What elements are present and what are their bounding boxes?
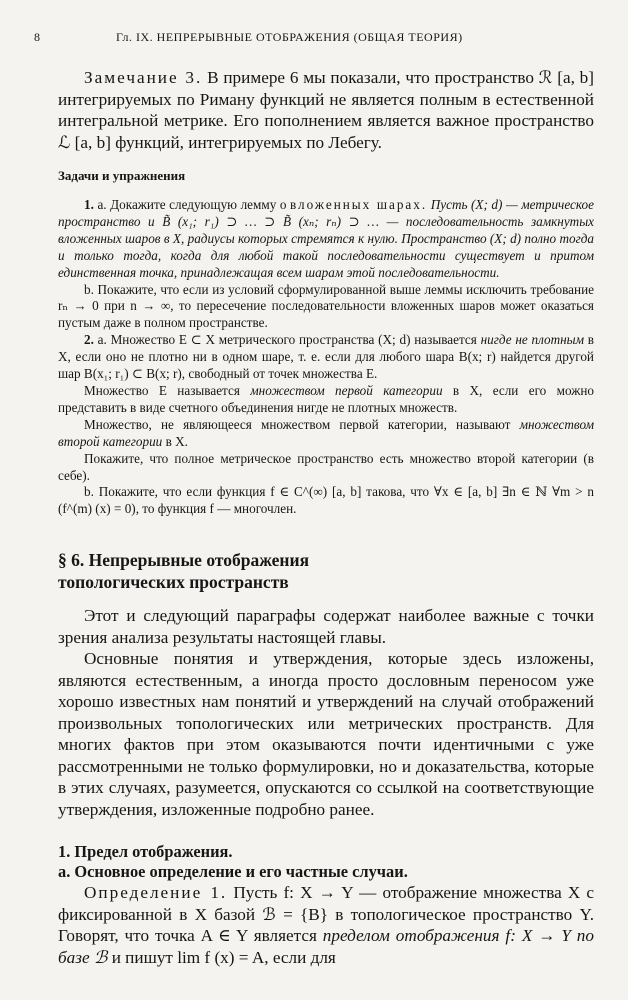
task-2b: b. Покажите, что если функция f ∈ C^(∞) [a, b] такова, что ∀x ∈ [a, b] ∃n ∈ ℕ ∀m > n (f^(m) (x) = 0), то функция f — многочлен. xyxy=(58,484,594,517)
task-2a-part1: а. Множество E ⊂ X метрического пространства (X; d) называется xyxy=(93,332,481,348)
section-6-title xyxy=(58,549,594,593)
task-2a-part2: в X, если оно не плотно ни в одном шаре, т. е. если для любого шара B(x; r) найдется другой шар B(x₁; r₁) ⊂ B(x; r), свободный от точек множества E. xyxy=(58,332,595,382)
task-1-number: 1. xyxy=(84,197,94,212)
task-2c-term: множеством второй категории xyxy=(58,416,594,449)
page-number: 8 xyxy=(34,30,40,44)
intro-paragraph-1: Этот и следующий параграфы содержат наиболее важные с точки зрения анализа результаты настоящей главы. xyxy=(58,606,594,647)
task-1a-term: вложенных шарах. xyxy=(290,197,428,212)
remark-text: В примере 6 мы показали, что пространство ℛ [a, b] интегрируемых по Риману функций не является полным в естественной интегральной метрике. Его пополнением является важное пространство ℒ [a, b] функций, интегрируемых по Лебегу. xyxy=(58,68,594,152)
task-1a-statement: Пусть (X; d) — метрическое пространство и B̃ (x₁; r₁) ⊃ … ⊃ B̃ (xₙ; rₙ) ⊃ … — последовательность замкнутых вложенных шаров в X, радиусы которых стремятся к нулю. Пространство (X; d) полно тогда и только тогда, когда для любой такой последовательности существует и притом единственная точка, принадлежащая всем шарам этой последовательности. xyxy=(58,197,594,280)
task-2-first-category xyxy=(58,383,594,417)
tasks-list xyxy=(58,197,594,518)
task-2b-part1: Множество E называется xyxy=(84,382,251,398)
task-2-second-category xyxy=(58,417,594,451)
definition-text-2: и пишут lim f (x) = A, если для xyxy=(107,947,336,967)
task-2-number: 2. xyxy=(84,332,94,348)
intro-paragraph-2: Основные понятия и утверждения, которые здесь изложены, являются естественным, а иногда просто дословным переносом уже хорошо известных нам понятий и утверждений на случай отображений произвольных топологических или метрических пространств. Для многих фактов при этом оказываются почти идентичными с уже рассмотренными не только формулировки, но и доказательства, которые в этих случаях, разумеется, опускаются со ссылкой на соответствующие утверждения, изложенные подробно ранее. xyxy=(58,649,594,819)
section-title-line-2: топологических пространств xyxy=(58,572,289,592)
task-1a-intro: а. Докажите следующую лемму о xyxy=(93,197,290,212)
tasks-heading: Задачи и упражнения xyxy=(58,168,186,183)
task-2b-term: множеством первой категории xyxy=(250,382,443,398)
remark-3 xyxy=(58,67,594,153)
section-title-line-1: § 6. Непрерывные отображения xyxy=(58,550,310,570)
running-header xyxy=(34,30,588,48)
task-1b: b. Покажите, что если из условий сформулированной выше леммы исключить требование rₙ → 0 при n → ∞, то пересечение последовательности вложенных шаров может оказаться пустым даже в полном пространстве. xyxy=(58,281,594,331)
task-2a-term: нигде не плотным xyxy=(480,332,585,348)
definition-1 xyxy=(58,882,594,968)
definition-term: пределом отображения f: X → Y по базе ℬ xyxy=(58,926,594,967)
task-2c-part2: в X. xyxy=(162,433,188,449)
task-1a xyxy=(58,197,594,282)
section-intro xyxy=(58,605,594,820)
subsection-1-title: 1. Предел отображения. xyxy=(58,842,233,861)
definition-label: Определение 1. xyxy=(84,883,228,902)
subsection-1a-title: а. Основное определение и его частные случаи. xyxy=(58,862,408,881)
task-2c-part1: Множество, не являющееся множеством первой категории, называют xyxy=(84,416,520,432)
definition-text-1: Пусть f: X → Y — отображение множества X с фиксированной в X базой ℬ = {B} в топологическое пространство Y. Говорят, что точка A ∈ Y является xyxy=(58,883,594,945)
task-2-show: Покажите, что полное метрическое пространство есть множество второй категории (в себе). xyxy=(58,450,594,483)
task-2b-part2: в X, если его можно представить в виде счетного объединения нигде не плотных множеств. xyxy=(58,382,595,415)
chapter-title: Гл. IX. НЕПРЕРЫВНЫЕ ОТОБРАЖЕНИЯ (ОБЩАЯ ТЕОРИЯ) xyxy=(116,30,463,44)
remark-label: Замечание 3. xyxy=(84,68,203,87)
task-2a xyxy=(58,332,594,383)
